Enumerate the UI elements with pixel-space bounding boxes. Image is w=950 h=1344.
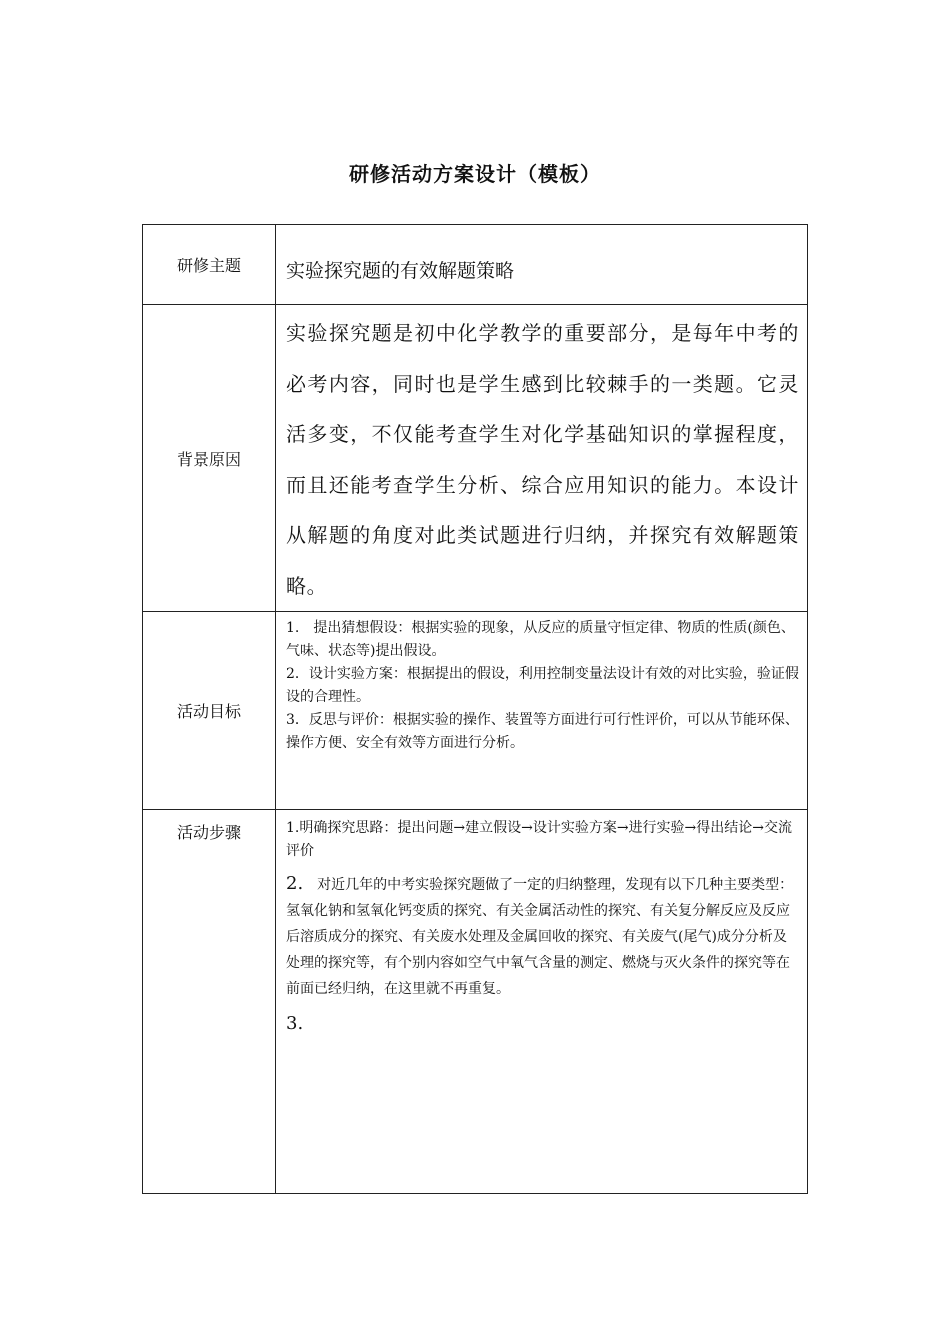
background-row: [143, 305, 808, 612]
goal-item-3: 3．反思与评价：根据实验的操作、装置等方面进行可行性评价，可以从节能环保、操作方便、安全有效等方面进行分析。: [286, 712, 799, 751]
goal-item-2: 2．设计实验方案：根据提出的假设，利用控制变量法设计有效的对比实验，验证假设的合理性。: [286, 666, 799, 705]
step-item-2-text: 对近几年的中考实验探究题做了一定的归纳整理，发现有以下几种主要类型：氢氧化钠和氢氧化钙变质的探究、有关金属活动性的探究、有关复分解反应及反应后溶质成分的探究、有关废水处理及金属回收的探究、有关废气(尾气)成分分析及处理的探究等，有个别内容如空气中氧气含量的测定、燃烧与灭火条件的探究等在前面已经归纳，在这里就不再重复。: [286, 877, 794, 997]
document-title: 研修活动方案设计（模板）: [349, 162, 601, 186]
step-item-1: 1.明确探究思路：提出问题→建立假设→设计实验方案→进行实验→得出结论→交流评价: [286, 820, 793, 859]
background-label: 背景原因: [143, 305, 276, 612]
steps-row: [143, 810, 808, 1194]
step-item-3: 3.: [286, 1013, 304, 1034]
goals-label: 活动目标: [143, 612, 276, 810]
goal-item-1: 1. 提出猜想假设：根据实验的现象，从反应的质量守恒定律、物质的性质(颜色、气味、状态等)提出假设。: [286, 620, 795, 659]
steps-list: [276, 810, 807, 1035]
activity-plan-table: [142, 224, 808, 1194]
background-content: 实验探究题是初中化学教学的重要部分，是每年中考的必考内容，同时也是学生感到比较棘手的一类题。它灵活多变，不仅能考查学生对化学基础知识的掌握程度，而且还能考查学生分析、综合应用知识的能力。本设计从解题的角度对此类试题进行归纳，并探究有效解题策略。: [286, 321, 799, 598]
step-item-2-number: 2.: [286, 873, 304, 894]
background-content-cell: [276, 305, 808, 612]
topic-row: [143, 225, 808, 305]
goals-list: [276, 612, 807, 755]
goals-row: [143, 612, 808, 810]
steps-content-cell: [276, 810, 808, 1194]
goals-content-cell: [276, 612, 808, 810]
steps-label: 活动步骤: [143, 810, 276, 1194]
topic-content-cell: [276, 225, 808, 305]
step-item-2: [286, 871, 799, 1002]
topic-content: 实验探究题的有效解题策略: [286, 260, 515, 282]
topic-label: 研修主题: [143, 225, 276, 305]
